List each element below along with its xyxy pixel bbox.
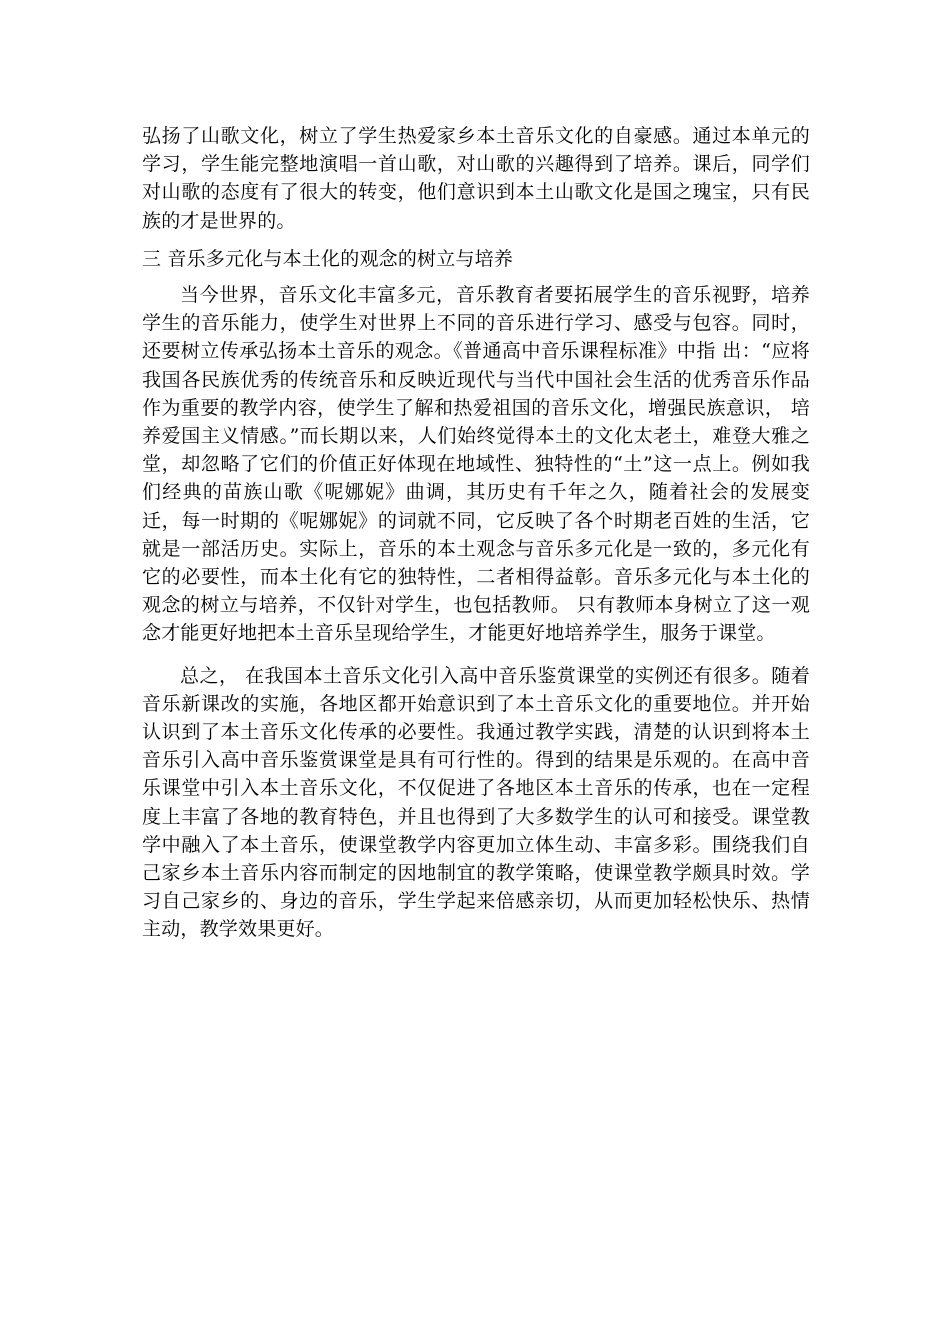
paragraph-conclusion: 总之， 在我国本土音乐文化引入高中音乐鉴赏课堂的实例还有很多。随着音乐新课改的实施，各地区都开始意识到了本土音乐文化的重要地位。并开始认识到了本土音乐文化传承的必要性。我通过教学实践，清楚的认识到将本土音乐引入高中音乐鉴赏课堂是具有可行性的。得到的结果是乐观的。在高中音乐课堂中引入本土音乐文化，不仅促进了各地区本土音乐的传承，也在一定程度上丰富了各地的教育特色，并且也得到了大多数学生的认可和接受。课堂教学中融入了本土音乐，使课堂教学内容更加立体生动、丰富多彩。围绕我们自己家乡本土音乐内容而制定的因地制宜的教学策略，使课堂教学颇具时效。学习自己家乡的、身边的音乐，学生学起来倍感亲切，从而更加轻松快乐、热情主动，教学效果更好。 <box>142 664 810 941</box>
document-body <box>142 122 810 944</box>
paragraph-section-three: 当今世界，音乐文化丰富多元，音乐教育者要拓展学生的音乐视野，培养学生的音乐能力，使学生对世界上不同的音乐进行学习、感受与包容。同时，还要树立传承弘扬本土音乐的观念。《普通高中音乐课程标准》中指 出：“应将我国各民族优秀的传统音乐和反映近现代与当代中国社会生活的优秀音乐作品作为重要的教学内容，使学生了解和热爱祖国的音乐文化，增强民族意识， 培养爱国主义情感。”而长期以来，人们始终觉得本土的文化太老土，难登大雅之堂，却忽略了它们的价值正好体现在地域性、独特性的“土”这一点上。例如我们经典的苗族山歌《呢娜妮》曲调，其历史有千年之久，随着社会的发展变迁，每一时期的《呢娜妮》的词就不同，它反映了各个时期老百姓的生活，它就是一部活历史。实际上，音乐的本土观念与音乐多元化是一致的，多元化有它的必要性，而本土化有它的独特性，二者相得益彰。音乐多元化与本土化的观念的树立与培养，不仅针对学生，也包括教师。 只有教师本身树立了这一观念才能更好地把本土音乐呈现给学生，才能更好地培养学生，服务于课堂。 <box>142 284 810 645</box>
paragraph-continued: 弘扬了山歌文化，树立了学生热爱家乡本土音乐文化的自豪感。通过本单元的学习，学生能完整地演唱一首山歌，对山歌的兴趣得到了培养。课后，同学们对山歌的态度有了很大的转变，他们意识到本土山歌文化是国之瑰宝，只有民族的才是世界的。 <box>142 125 810 232</box>
section-heading: 三 音乐多元化与本土化的观念的树立与培养 <box>142 247 514 270</box>
